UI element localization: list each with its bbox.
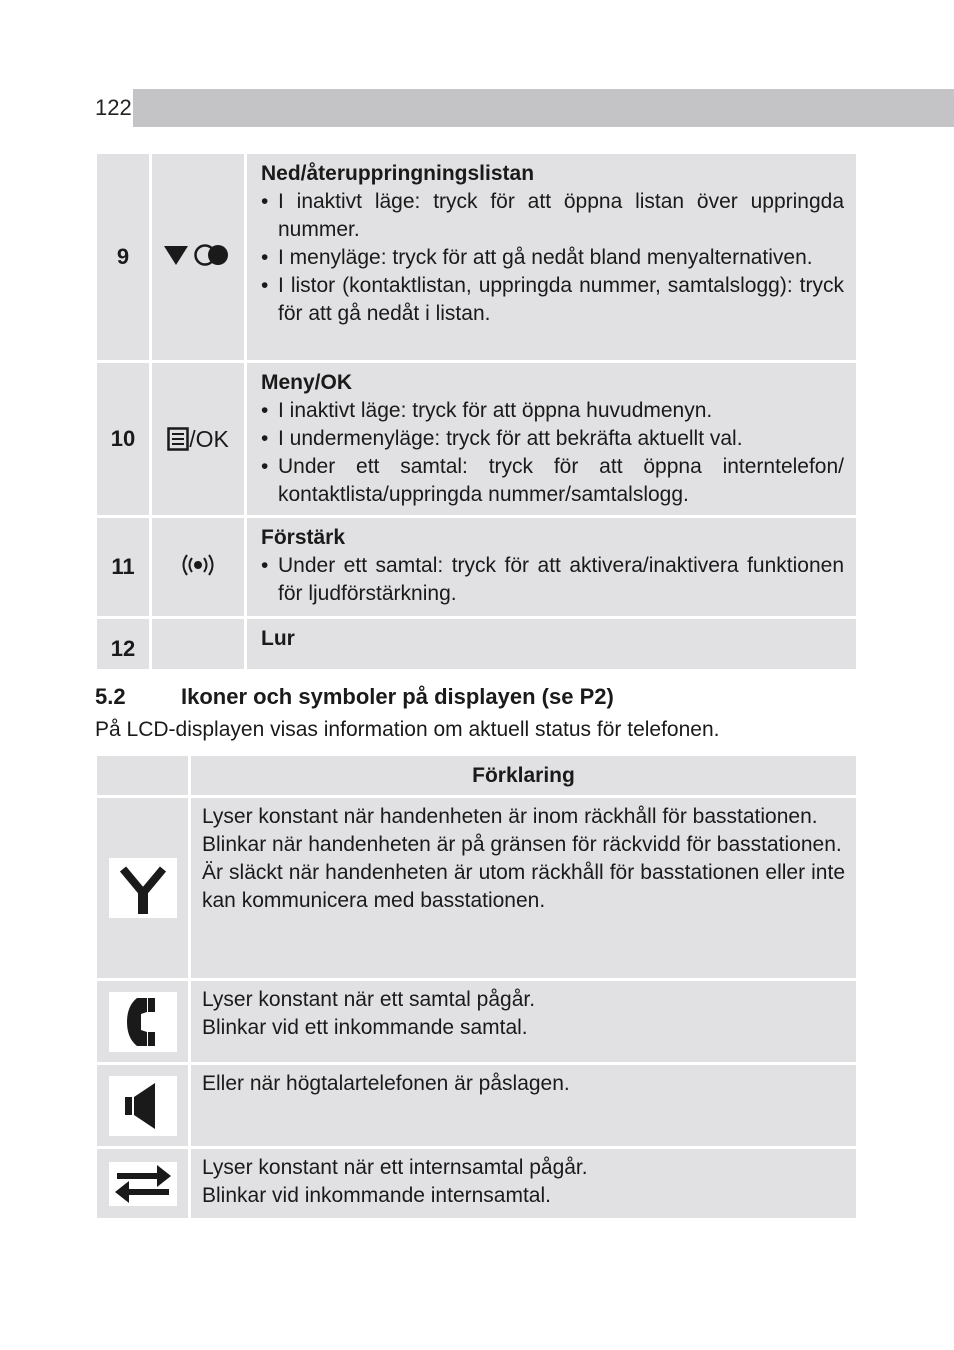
list-item: • Under ett samtal: tryck för att öppna interntelefon/ kontaktlista/uppringda nummer/samtalslogg.: [261, 453, 844, 509]
icon-box: [109, 1162, 177, 1206]
header-cell: Förklaring: [191, 756, 856, 798]
description-line: Lyser konstant när ett samtal pågår.: [202, 988, 536, 1011]
description-cell: [247, 518, 856, 619]
list-item: • I menyläge: tryck för att gå nedåt bland menyalternativen.: [261, 244, 844, 272]
icons-table: [97, 756, 856, 1218]
section-heading: [95, 684, 614, 710]
menu-icon: [167, 427, 189, 451]
description-line: Lyser konstant när ett internsamtal pågår.: [202, 1156, 588, 1179]
table-header-row: [97, 756, 856, 798]
description-line: Lyser konstant när handenheten är inom räckhåll för basstationen.: [202, 805, 818, 828]
key-cell: [152, 363, 247, 518]
description-cell: [191, 1065, 856, 1149]
row-number: 10: [97, 363, 152, 518]
icon-cell: [97, 798, 191, 981]
icon-box: [109, 1076, 177, 1136]
section-number: 5.2: [95, 684, 126, 709]
speaker-icon: [109, 1076, 177, 1136]
phone-handset-icon: [109, 992, 177, 1052]
description-line: Blinkar vid ett inkommande samtal.: [202, 1016, 528, 1039]
list-item: • I listor (kontaktlistan, uppringda nummer, samtalslogg): tryck för att gå nedåt i listan.: [261, 272, 844, 328]
key-cell: [152, 154, 247, 363]
table-row: [97, 798, 856, 981]
item-title: Ned/återuppringningslistan: [261, 162, 535, 185]
description-cell: [247, 619, 856, 669]
row-number: 9: [97, 154, 152, 363]
description-line: Eller när högtalartelefonen är påslagen.: [202, 1072, 570, 1095]
table-row: [97, 981, 856, 1065]
section-title: Ikoner och symboler på displayen (se P2): [181, 684, 614, 709]
antenna-icon: [109, 858, 177, 918]
table-row: [97, 1149, 856, 1218]
table-row: [97, 619, 856, 669]
page-number: 122: [95, 95, 132, 120]
description-cell: [191, 981, 856, 1065]
description-line: Är släckt när handenheten är utom räckhåll för basstationen eller inte kan kommunicera med basstationen.: [202, 861, 845, 912]
description-cell: [247, 363, 856, 518]
list-item: • I inaktivt läge: tryck för att öppna listan över uppringda nummer.: [261, 188, 844, 244]
table-row: [97, 1065, 856, 1149]
description-line: Blinkar när handenheten är på gränsen för räckvidd för basstationen.: [202, 833, 842, 856]
icon-cell: [97, 1149, 191, 1218]
row-number: 11: [97, 518, 152, 619]
list-item: • Under ett samtal: tryck för att aktivera/inaktivera funktionen för ljudförstärkning.: [261, 552, 844, 608]
header-empty-cell: [97, 756, 191, 798]
list-item: • I inaktivt läge: tryck för att öppna huvudmenyn.: [261, 397, 844, 425]
description-cell: [247, 154, 856, 363]
item-title: Lur: [261, 627, 295, 650]
table-row: [97, 363, 856, 518]
item-title: Meny/OK: [261, 371, 353, 394]
key-cell: [152, 619, 247, 669]
icon-box: [109, 858, 177, 918]
section-intro: På LCD-displayen visas information om aktuell status för telefonen.: [95, 718, 720, 741]
icon-cell: [97, 1065, 191, 1149]
description-cell: [191, 798, 856, 981]
amplify-icon: [180, 553, 216, 577]
header-bar: [133, 89, 954, 127]
row-number: 12: [97, 619, 152, 669]
down-arrow-call-log-icon: [162, 241, 234, 269]
item-title: Förstärk: [261, 526, 346, 549]
buttons-table: [97, 154, 856, 669]
icon-cell: [97, 981, 191, 1065]
icon-box: [109, 992, 177, 1052]
table-row: [97, 154, 856, 363]
description-cell: [191, 1149, 856, 1218]
intercom-arrows-icon: [109, 1162, 177, 1206]
list-item: • I undermenyläge: tryck för att bekräfta aktuellt val.: [261, 425, 844, 453]
table-row: [97, 518, 856, 619]
key-label: /OK: [189, 425, 229, 452]
key-cell: [152, 518, 247, 619]
description-line: Blinkar vid inkommande internsamtal.: [202, 1184, 551, 1207]
